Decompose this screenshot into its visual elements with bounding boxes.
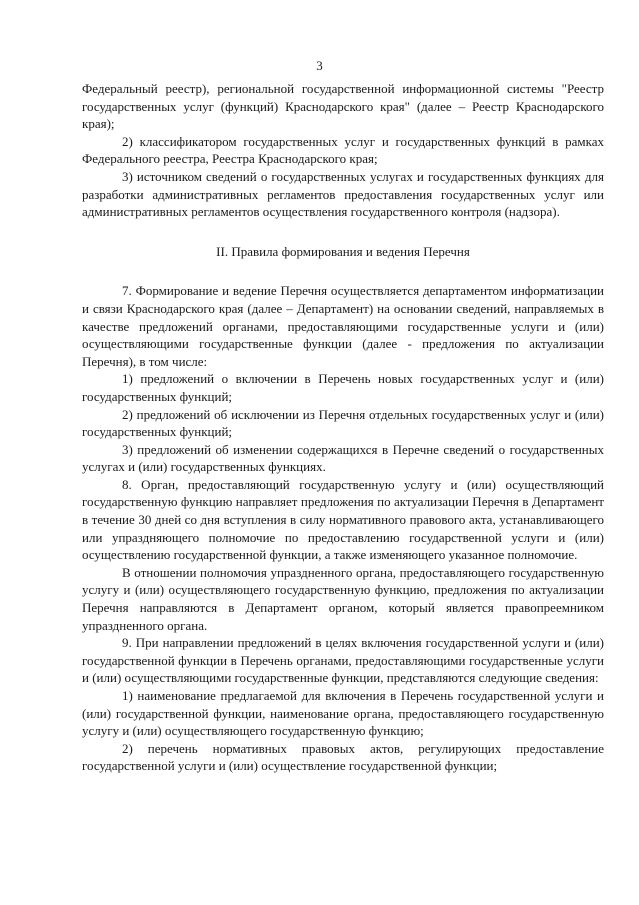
paragraph: 8. Орган, предоставляющий государственную услугу и (или) осуществляющий государственную функцию направляет предложения по актуализации Перечня в Департамент в течение 30 дней со дня вступления в силу нормативного правового акта, устанавливающего или упраздняющего полномочие по предоставлению государственной услуги и (или) осуществлению государственной функции, а также изменяющего указанное полномочие.: [82, 476, 604, 563]
paragraph: 2) перечень нормативных правовых актов, регулирующих предоставление государственной услуги и (или) осуществление государственной функции;: [82, 740, 604, 774]
document-body: [82, 80, 604, 775]
paragraph: 2) классификатором государственных услуг и государственных функций в рамках Федерального реестра, Реестра Краснодарского края;: [82, 133, 604, 167]
paragraph: В отношении полномочия упраздненного органа, предоставляющего государственную услугу и (или) осуществляющего государственную функцию, предложения по актуализации Перечня направляются в Департамент органом, который является правопреемником упраздненного органа.: [82, 564, 604, 633]
section-heading: II. Правила формирования и ведения Перечня: [216, 243, 470, 259]
page-number: 3: [316, 58, 323, 73]
paragraph: 3) источником сведений о государственных услугах и государственных функциях для разработки административных регламентов предоставления государственных услуг или административных регламентов осуществления государственного контроля (надзора).: [82, 168, 604, 220]
paragraph: 1) предложений о включении в Перечень новых государственных услуг и (или) государственных функций;: [82, 371, 604, 404]
paragraph: 9. При направлении предложений в целях включения государственной услуги и (или) государственной функции в Перечень органами, предоставляющими государственные услуги и (или) осуществляющими государственные функции, представляются следующие сведения:: [82, 635, 604, 686]
paragraph: 3) предложений об изменении содержащихся в Перечне сведений о государственных услугах и (или) государственных функциях.: [82, 441, 604, 475]
paragraph: Федеральный реестр), региональной государственной информационной системы "Реестр государственных услуг (функций) Краснодарского края" (далее – Реестр Краснодарского края);: [82, 81, 604, 132]
paragraph: 2) предложений об исключении из Перечня отдельных государственных услуг и (или) государственных функций;: [82, 406, 604, 440]
paragraph: 1) наименование предлагаемой для включения в Перечень государственной услуги и (или) государственной функции, наименование органа, предоставляющего государственную услугу и (или) осуществляющего государственную функцию;: [82, 688, 604, 739]
paragraph: 7. Формирование и ведение Перечня осуществляется департаментом информатизации и связи Краснодарского края (далее – Департамент) на основании сведений, направляемых в качестве предложений органами, предоставляющими государственные услуги и (или) осуществляющими государственные функции (далее - предложения по актуализации Перечня), в том числе:: [82, 283, 604, 369]
